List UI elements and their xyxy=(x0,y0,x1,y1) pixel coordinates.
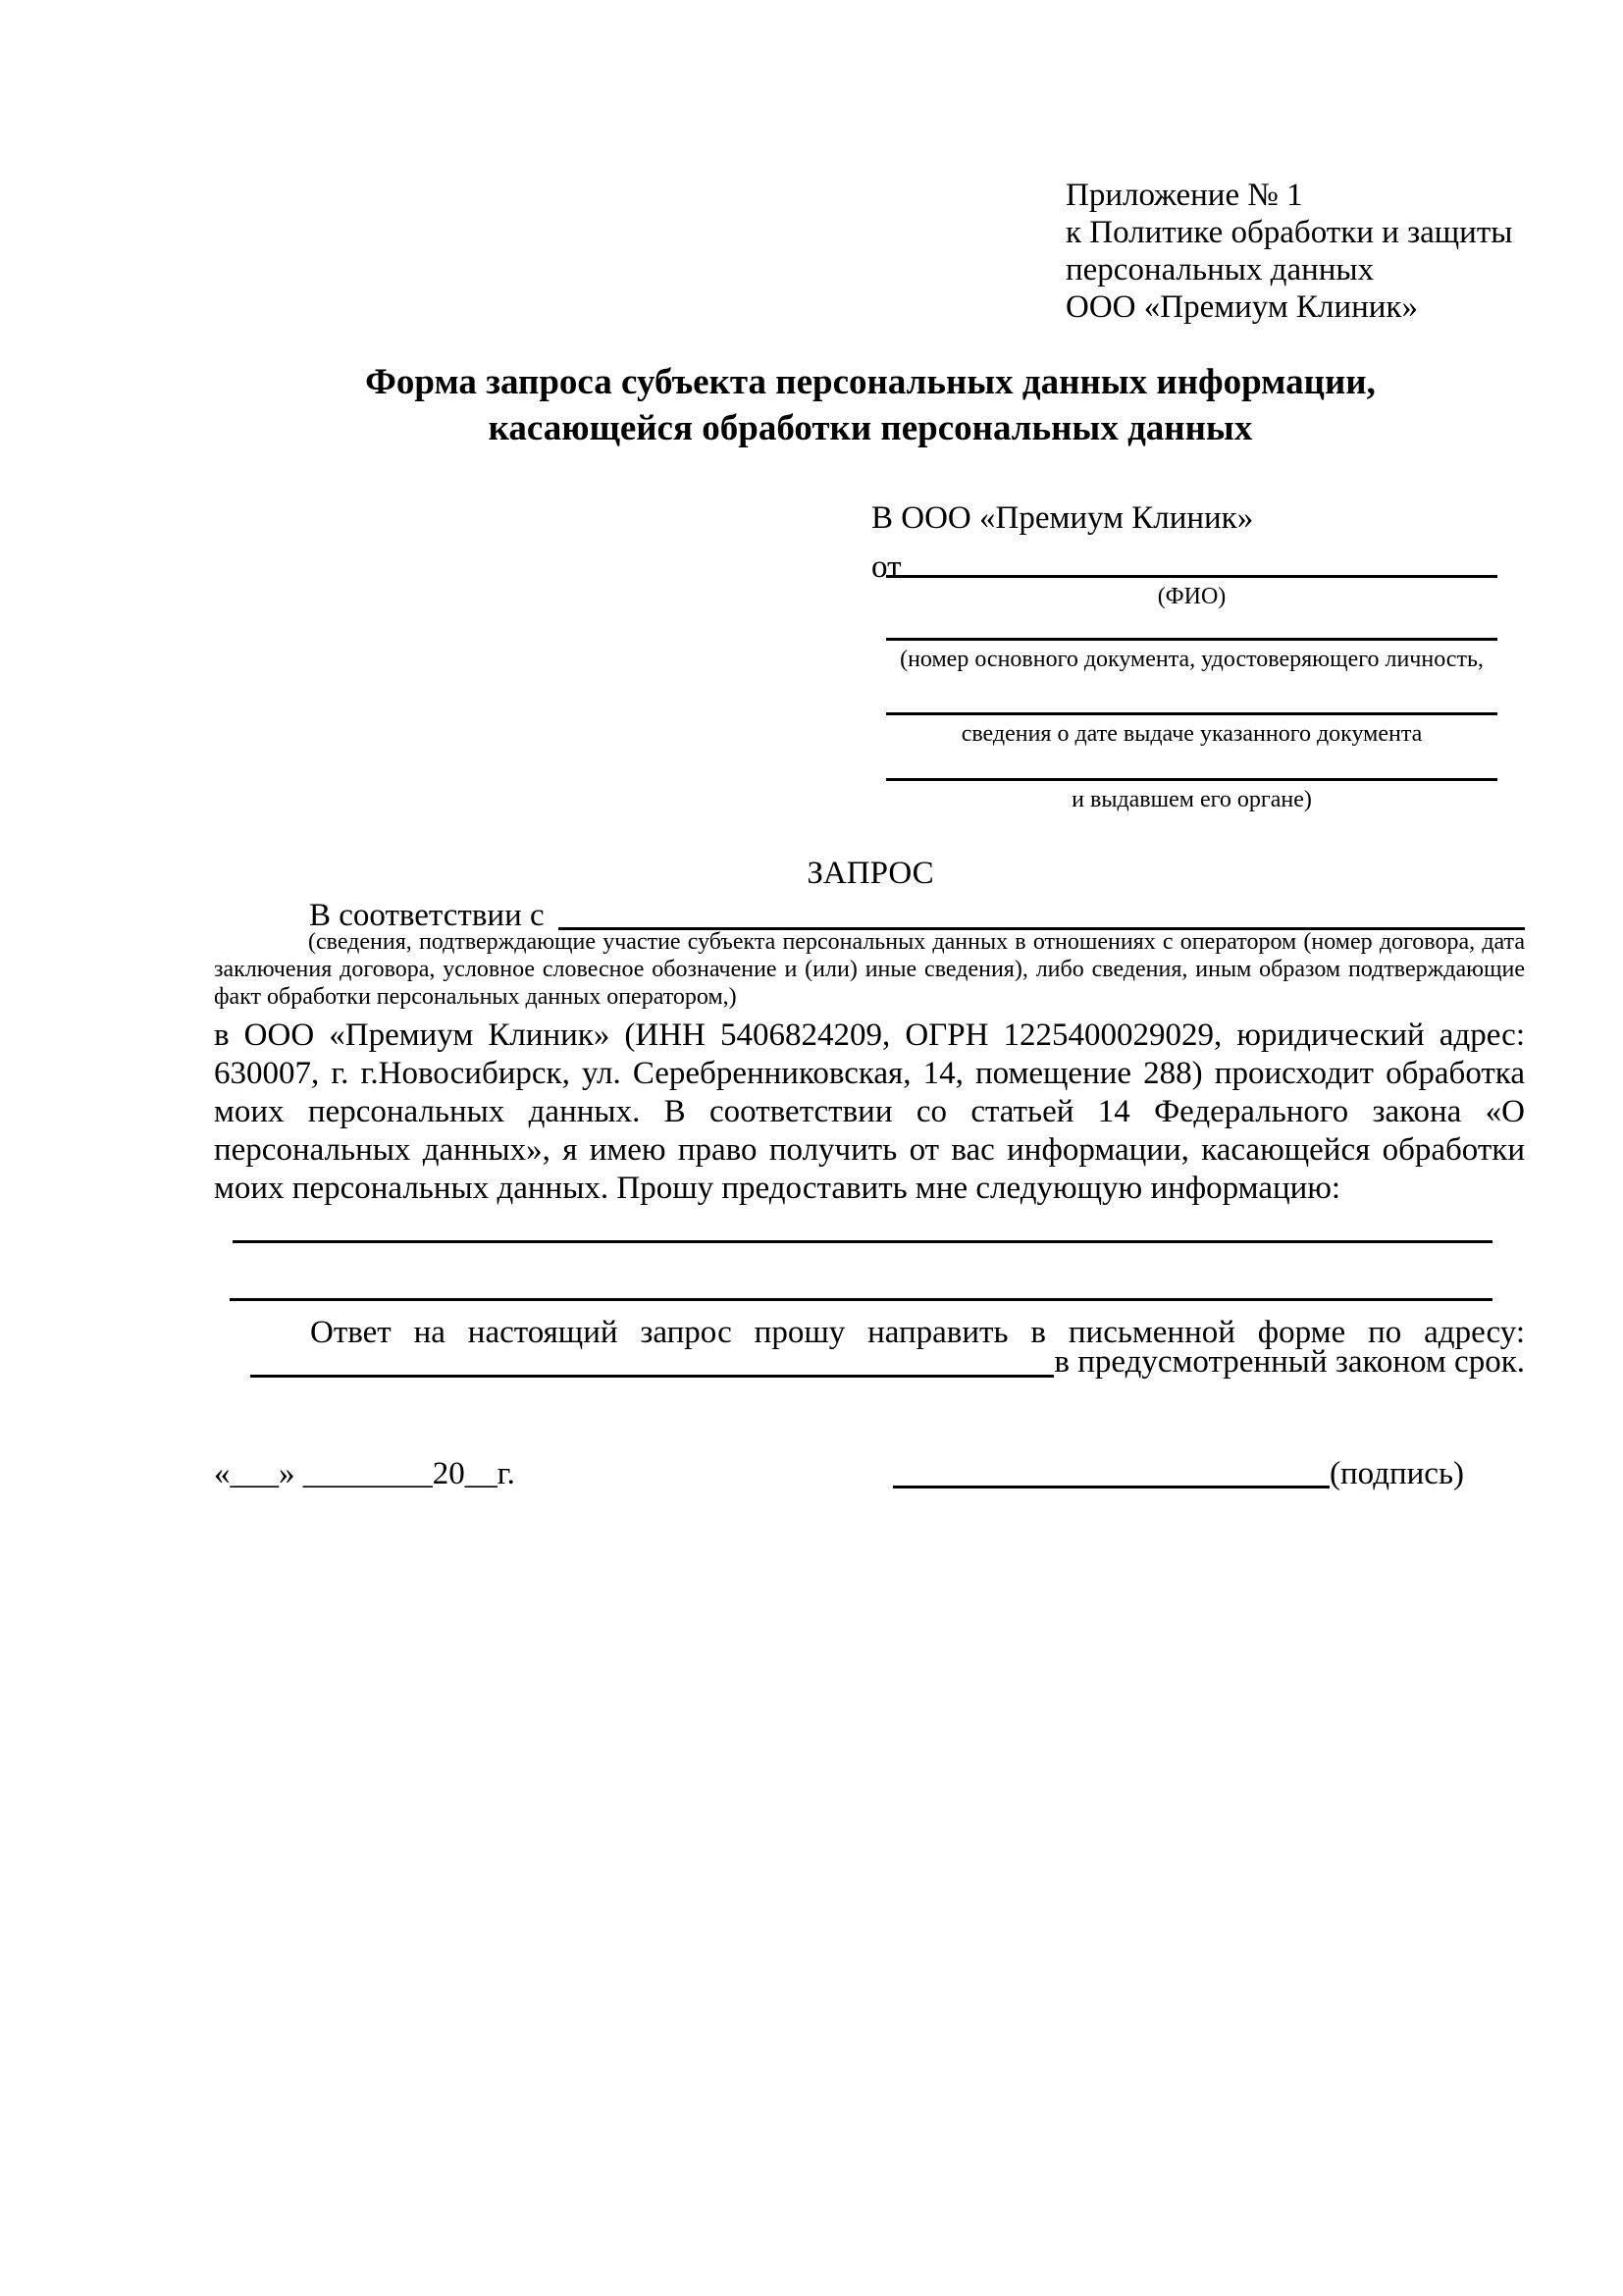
issue-date-caption: сведения о дате выдаче указанного документа xyxy=(961,721,1423,747)
appendix-note-line: ООО «Премиум Клиник» xyxy=(1066,289,1418,325)
info-blank-line-2 xyxy=(230,1298,1492,1301)
signature-group xyxy=(893,1454,1464,1493)
issue-date-blank-line xyxy=(886,712,1497,715)
issue-date-field xyxy=(886,712,1497,747)
issuing-authority-caption: и выдавшем его органе) xyxy=(1072,787,1312,812)
request-heading: ЗАПРОС xyxy=(807,856,934,891)
info-blank-line-1 xyxy=(233,1240,1492,1243)
request-body: в ООО «Премиум Клиник» (ИНН 5406824209, ОГРН 1225400029029, юридический адрес: 630007, г. г.Новосибирск, ул. Серебренниковская, 14, помещение 288) происходит обработка моих персональных данных. В соответствии со статьей 14 Федерального закона «О персональных данных», я имею право получить от вас информации, касающейся обработки моих персональных данных. Прошу предоставить мне следующую информацию: xyxy=(214,1018,1525,1206)
accordance-blank-line xyxy=(558,895,1525,930)
document-number-field xyxy=(886,638,1497,672)
appendix-note-line: персональных данных xyxy=(1066,252,1375,287)
form-title: Форма запроса субъекта персональных данных информации, касающейся обработки персональных данных xyxy=(365,362,1376,448)
date-blank: «___» ________20__г. xyxy=(214,1456,515,1491)
issuing-authority-blank-line xyxy=(886,778,1497,781)
signature-caption: (подпись) xyxy=(1330,1456,1464,1491)
appendix-note-line: Приложение № 1 xyxy=(1066,178,1303,213)
reply-deadline-text: в предусмотренный законом срок. xyxy=(1054,1344,1525,1380)
appendix-note-line: к Политике обработки и защиты xyxy=(1066,215,1513,250)
document-number-blank-line xyxy=(886,638,1497,641)
addressee-org: В ООО «Премиум Клиник» xyxy=(871,500,1254,536)
fio-blank-line xyxy=(886,575,1497,578)
fio-caption: (ФИО) xyxy=(1157,584,1227,609)
date-signature-row xyxy=(214,1454,1464,1493)
reply-address-sentence: Ответ на настоящий запрос прошу направить в письменной форме по адресу: xyxy=(310,1315,1525,1350)
from-label: от xyxy=(871,549,902,585)
accordance-footnote: (сведения, подтверждающие участие субъекта персональных данных в отношениях с оператором (номер договора, дата заключения договора, условное словесное обозначение и (или) иные сведения), либо сведения, иным образом подтверждающие факт обработки персональных данных оператором,) xyxy=(214,929,1525,1010)
signature-blank-line xyxy=(893,1454,1330,1488)
reply-address-row xyxy=(250,1342,1525,1382)
reply-address-blank-line xyxy=(250,1342,1054,1378)
issuing-authority-field xyxy=(886,778,1497,812)
document-number-caption: (номер основного документа, удостоверяющего личность, xyxy=(900,647,1484,672)
accordance-label: В соответствии с xyxy=(309,898,545,933)
fio-field xyxy=(886,575,1497,609)
appendix-note xyxy=(1066,177,1527,326)
